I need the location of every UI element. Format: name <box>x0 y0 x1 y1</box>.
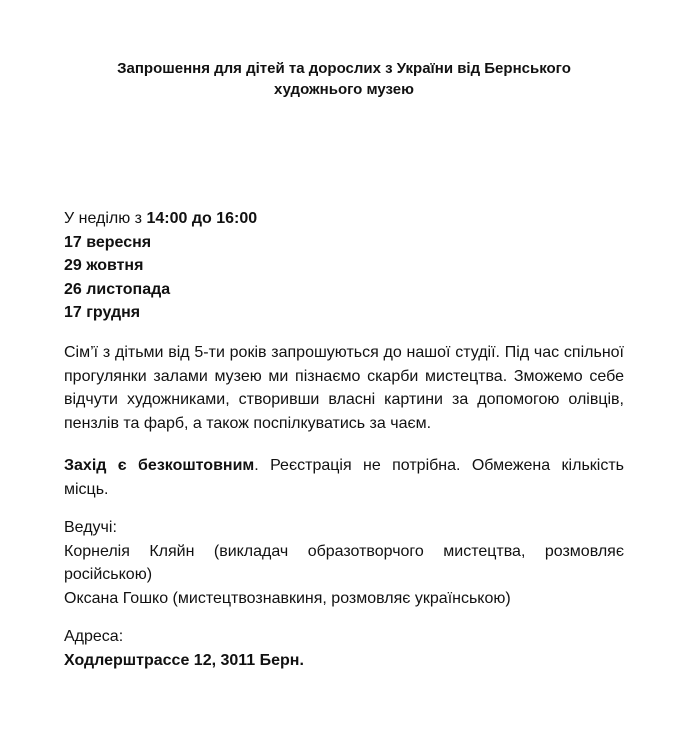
notice-paragraph <box>64 454 624 501</box>
document-title <box>70 58 618 100</box>
address-label: Адреса: <box>64 628 124 645</box>
address-value: Ходлерштрассе 12, 3011 Берн. <box>64 651 304 669</box>
schedule-date: 17 грудня <box>64 304 141 321</box>
schedule-date: 17 вересня <box>64 233 152 251</box>
description-paragraph: Сім’ї з дітьми від 5-ти років запрошуються до нашої студії. Під час спільної прогулянки залами музею ми пізнаємо скарби мистецтва. Зможемо себе відчути художниками, створивши власні картини за допомогою олівців, пензлів та фарб, а також поспілкуватись за чаєм. <box>64 344 624 432</box>
title-line-2: художнього музею <box>274 81 414 98</box>
schedule-time-line <box>64 207 624 231</box>
address-block <box>64 625 624 672</box>
schedule-time: 14:00 до 16:00 <box>146 210 258 227</box>
schedule-date: 26 листопада <box>64 280 171 298</box>
title-line-1: Запрошення для дітей та дорослих з України від Бернського <box>117 60 571 77</box>
schedule-block <box>64 207 624 325</box>
host-entry: Корнелія Кляйн (викладач образотворчого мистецтва, розмовляє російською) <box>64 542 624 583</box>
notice-bold: Захід є безкоштовним <box>64 457 255 474</box>
schedule-date: 29 жовтня <box>64 257 144 274</box>
notice-rest: . Реєстрація не потрібна. Обмежена кількість місць. <box>64 457 624 498</box>
hosts-block <box>64 516 624 610</box>
schedule-intro: У неділю з <box>64 210 147 227</box>
host-entry: Оксана Гошко (мистецтвознавкиня, розмовляє українською) <box>64 589 511 607</box>
hosts-label: Ведучі: <box>64 519 117 536</box>
